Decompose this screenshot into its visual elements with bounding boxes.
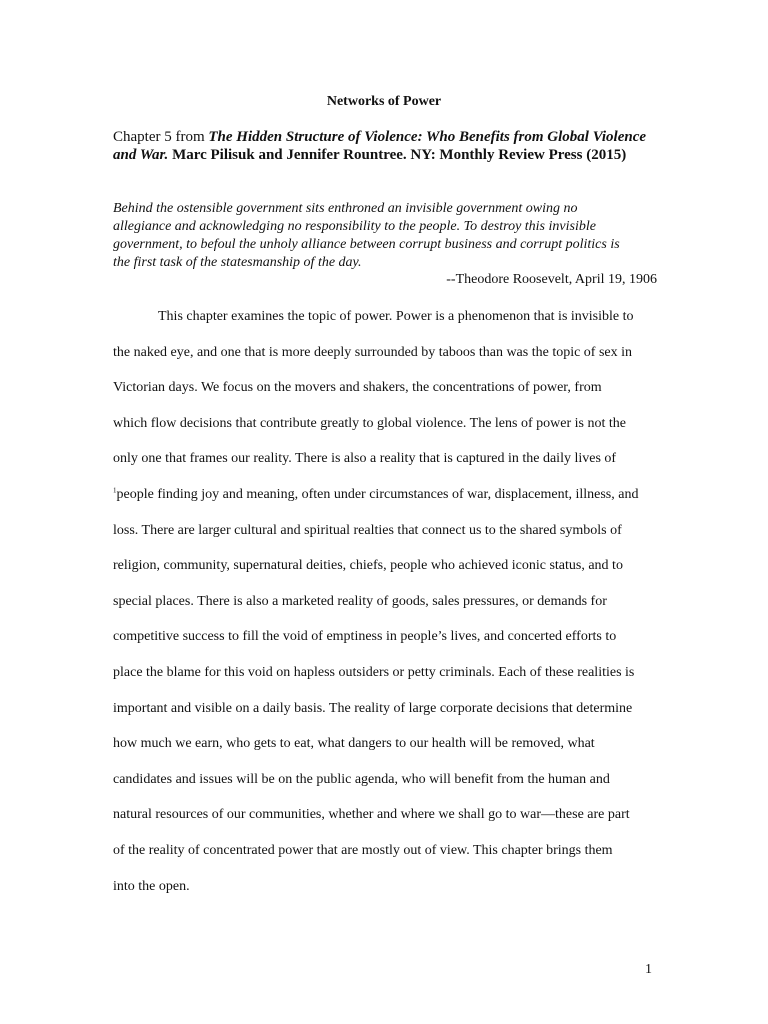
body-line: of the reality of concentrated power that are mostly out of view. This chapter brings them bbox=[113, 842, 613, 858]
body-line: which flow decisions that contribute greatly to global violence. The lens of power is not the bbox=[113, 415, 626, 431]
body-line: Victorian days. We focus on the movers and shakers, the concentrations of power, from bbox=[113, 380, 602, 396]
body-line: only one that frames our reality. There is also a reality that is captured in the daily lives of bbox=[113, 451, 617, 467]
page-title: Networks of Power bbox=[326, 94, 442, 109]
chapter-citation bbox=[113, 128, 673, 164]
body-line-with-footnote bbox=[113, 486, 683, 522]
body-line: candidates and issues will be on the public agenda, who will benefit from the human and bbox=[113, 771, 610, 787]
epigraph-line: Behind the ostensible government sits enthroned an invisible government owing no bbox=[113, 201, 578, 216]
body-line: special places. There is also a marketed reality of goods, sales pressures, or demands for bbox=[113, 593, 607, 609]
body-line: religion, community, supernatural deities, chiefs, people who achieved iconic status, and to bbox=[113, 558, 623, 574]
book-title: The Hidden Structure of Violence: Who Benefits from Global Violence and War. bbox=[113, 129, 647, 163]
body-line: natural resources of our communities, whether and where we shall go to war—these are part bbox=[113, 807, 630, 823]
body-line: how much we earn, who gets to eat, what dangers to our health will be removed, what bbox=[113, 736, 595, 752]
page-number: 1 bbox=[645, 962, 652, 977]
body-line: place the blame for this void on hapless outsiders or petty criminals. Each of these realities is bbox=[113, 664, 635, 680]
body-line-text: people finding joy and meaning, often under circumstances of war, displacement, illness, and bbox=[116, 486, 639, 502]
body-line: loss. There are larger cultural and spiritual realties that connect us to the shared symbols of bbox=[113, 522, 622, 538]
epigraph-quote bbox=[113, 200, 673, 272]
epigraph-line: the first task of the statesmanship of the day. bbox=[113, 255, 362, 270]
citation-authors: Marc Pilisuk and Jennifer Rountree. NY: Monthly Review Press (2015) bbox=[168, 147, 627, 163]
epigraph-line: government, to befoul the unholy alliance between corrupt business and corrupt politics is bbox=[113, 237, 620, 252]
epigraph-line: allegiance and acknowledging no responsibility to the people. To destroy this invisible bbox=[113, 219, 596, 234]
body-line: competitive success to fill the void of emptiness in people’s lives, and concerted efforts to bbox=[113, 629, 617, 645]
citation-prefix: Chapter 5 from bbox=[113, 129, 209, 145]
body-line: into the open. bbox=[113, 878, 190, 894]
footnote-marker[interactable]: 1 bbox=[113, 486, 117, 495]
epigraph-attribution: --Theodore Roosevelt, April 19, 1906 bbox=[446, 272, 657, 287]
body-paragraph bbox=[113, 308, 683, 913]
body-line: the naked eye, and one that is more deeply surrounded by taboos than was the topic of sex in bbox=[113, 344, 633, 360]
body-line: important and visible on a daily basis. The reality of large corporate decisions that determine bbox=[113, 700, 633, 716]
body-line: This chapter examines the topic of power. Power is a phenomenon that is invisible to bbox=[158, 309, 634, 324]
